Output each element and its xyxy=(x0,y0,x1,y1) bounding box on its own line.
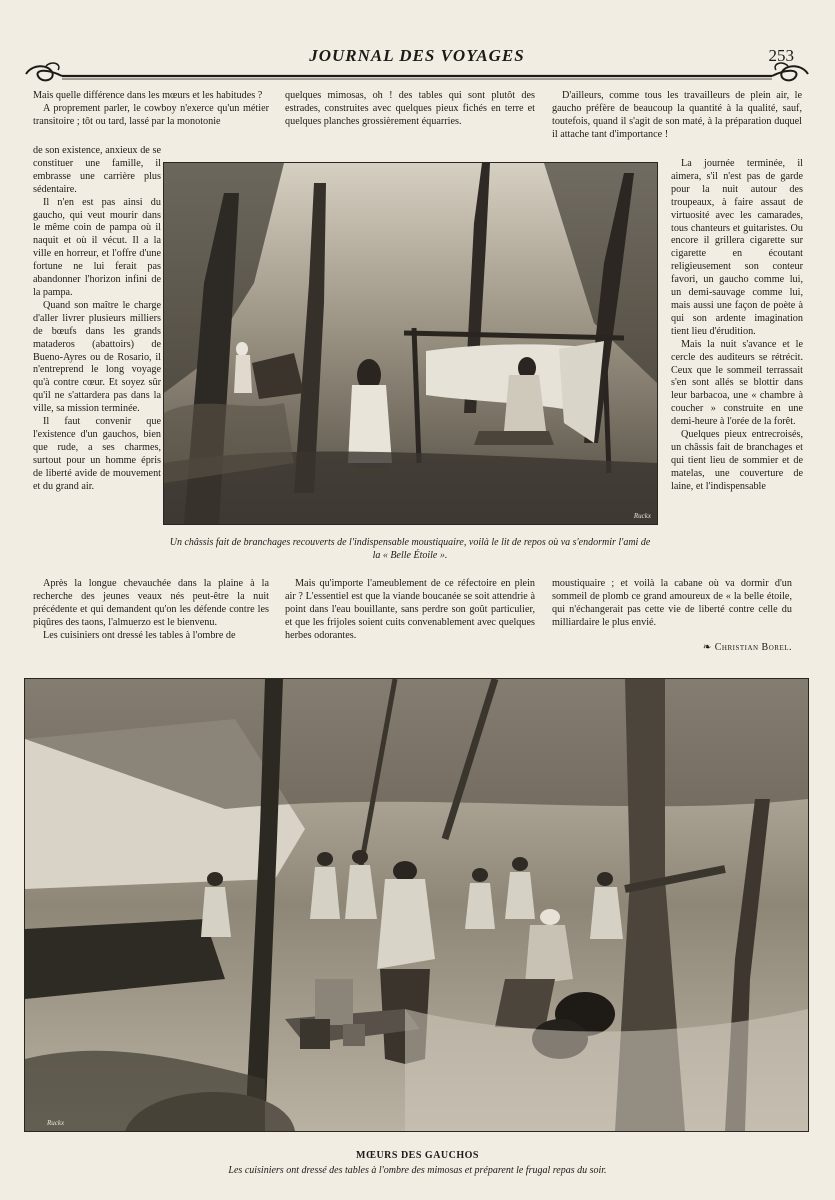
column-3-narrow xyxy=(671,158,803,494)
photo-hammock-camp xyxy=(163,162,658,525)
paragraph: A proprement parler, le cowboy n'exerce qu'un métier transitoire ; tôt ou tard, lassé par la monotonie xyxy=(33,102,269,127)
paragraph: Mais quelle différence dans les mœurs et les habitudes ? xyxy=(33,90,263,101)
author-signature xyxy=(672,642,792,653)
paragraph: Il n'en est pas ainsi du gaucho, qui veut mourir dans le même coin de pampa où il naquit et où il vécut. Il a la ville en horreur, et l'offre d'une fortune ne lui ferait pas abandonner l'horizon infini de la pampa. xyxy=(33,196,161,298)
figure-caption: Les cuisiniers ont dressé des tables à l'ombre des mimosas et préparent le frugal repas du soir. xyxy=(228,1165,607,1176)
paragraph: Quelques pieux entrecroisés, un châssis fait de branchages et qui tient lieu de sommier et de matelas, une couverture de laine, et l'indispensable xyxy=(671,429,803,492)
paragraph: Après la longue chevauchée dans la plaine à la recherche des jeunes veaux nés peut-être la nuit précédente et qui demandent qu'on les défende contre les piqûres des taons, l'almuerzo est le bienvenu. xyxy=(33,578,269,628)
paragraph: Mais la nuit s'avance et le cercle des auditeurs se rétrécit. Ceux que le sommeil terrassait s'en sont allés se blottir dans leur barbacoa, une « chambre à coucher » construite en une demi-heure à l'orée de la forêt. xyxy=(671,338,803,428)
paragraph: quelques mimosas, oh ! des tables qui sont plutôt des estrades, construites avec quelques pieux fichés en terre et quelques planches grossièrement équarries. xyxy=(285,90,535,127)
paragraph: Quand son maître le charge d'aller livrer plusieurs milliers de bœufs dans les grands mataderos (abattoirs) de Bueno-Ayres ou de Rosario, il n'entreprend le long voyage qu'à contre cœur. Et soyez sûr qu'il ne s'attardera pas dans la ville, sa mission terminée. xyxy=(33,299,161,415)
photo-gauchos-cooking xyxy=(24,678,809,1132)
paragraph: La journée terminée, il aimera, s'il n'est pas de garde pour la nuit autour des troupeaux, à faire assaut de virtuosité avec les camarades, tous chanteurs et guitaristes. Ou encore il grillera cigarette sur cigarette en écoutant religieusement son conteur favori, un gaucho comme lui, un demi-sauvage comme lui, mais aussi une façon de poète à qui son ardente imagination tient lieu d'érudition. xyxy=(671,158,803,337)
page-header xyxy=(22,40,812,90)
paragraph: Il faut convenir que l'existence d'un gauchos, bien que rude, a ses charmes, surtout pour un homme épris de liberté avide de mouvement et du grand air. xyxy=(33,416,161,492)
column-1-narrow xyxy=(33,145,161,493)
column-1-top xyxy=(33,90,269,129)
paragraph: Mais qu'importe l'ameublement de ce réfectoire en plein air ? L'essentiel est que la viande boucanée se soit attendrie à point dans l'eau bouillante, sans perdre son goût particulier, et que les frijoles soient cuits convenablement avec quelques herbes odorantes. xyxy=(285,578,535,641)
column-2-bottom xyxy=(285,578,535,643)
engraver-signature: Ruckx xyxy=(633,512,651,520)
page-number: 253 xyxy=(768,46,794,65)
column-3-top xyxy=(552,90,802,142)
column-3-bottom xyxy=(552,578,792,630)
author-name: Christian Borel. xyxy=(714,642,792,653)
fleuron-icon: ❧ xyxy=(702,642,715,653)
figure-title: MŒURS DES GAUCHOS xyxy=(356,1150,479,1161)
paragraph: de son existence, anxieux de se constituer une famille, il embrasse une carrière plus sédentaire. xyxy=(33,145,161,195)
engraver-signature: Ruckx xyxy=(47,1119,65,1127)
column-1-bottom xyxy=(33,578,269,643)
paragraph: moustiquaire ; et voilà la cabane où va dormir d'un sommeil de plomb ce grand amoureux de « la belle étoile, qui n'échangerait pas cette vie de liberté contre celle du milliardaire le plus envié. xyxy=(552,578,792,628)
ornamental-rule-icon xyxy=(22,62,812,86)
paragraph: D'ailleurs, comme tous les travailleurs de plein air, le gaucho préfère de beaucoup la quantité à la qualité, sauf, toutefois, quand il s'agit de son maté, à la préparation duquel il attache tant d'importance ! xyxy=(552,90,802,140)
paragraph: Les cuisiniers ont dressé les tables à l'ombre de xyxy=(43,629,236,641)
column-2-top xyxy=(285,90,535,129)
photo-caption: Un châssis fait de branchages recouverts de l'indispensable moustiquaire, voilà le lit de repos où va s'endormir l'ami de la « Belle Étoile ». xyxy=(169,537,651,561)
journal-title: JOURNAL DES VOYAGES xyxy=(309,46,525,65)
